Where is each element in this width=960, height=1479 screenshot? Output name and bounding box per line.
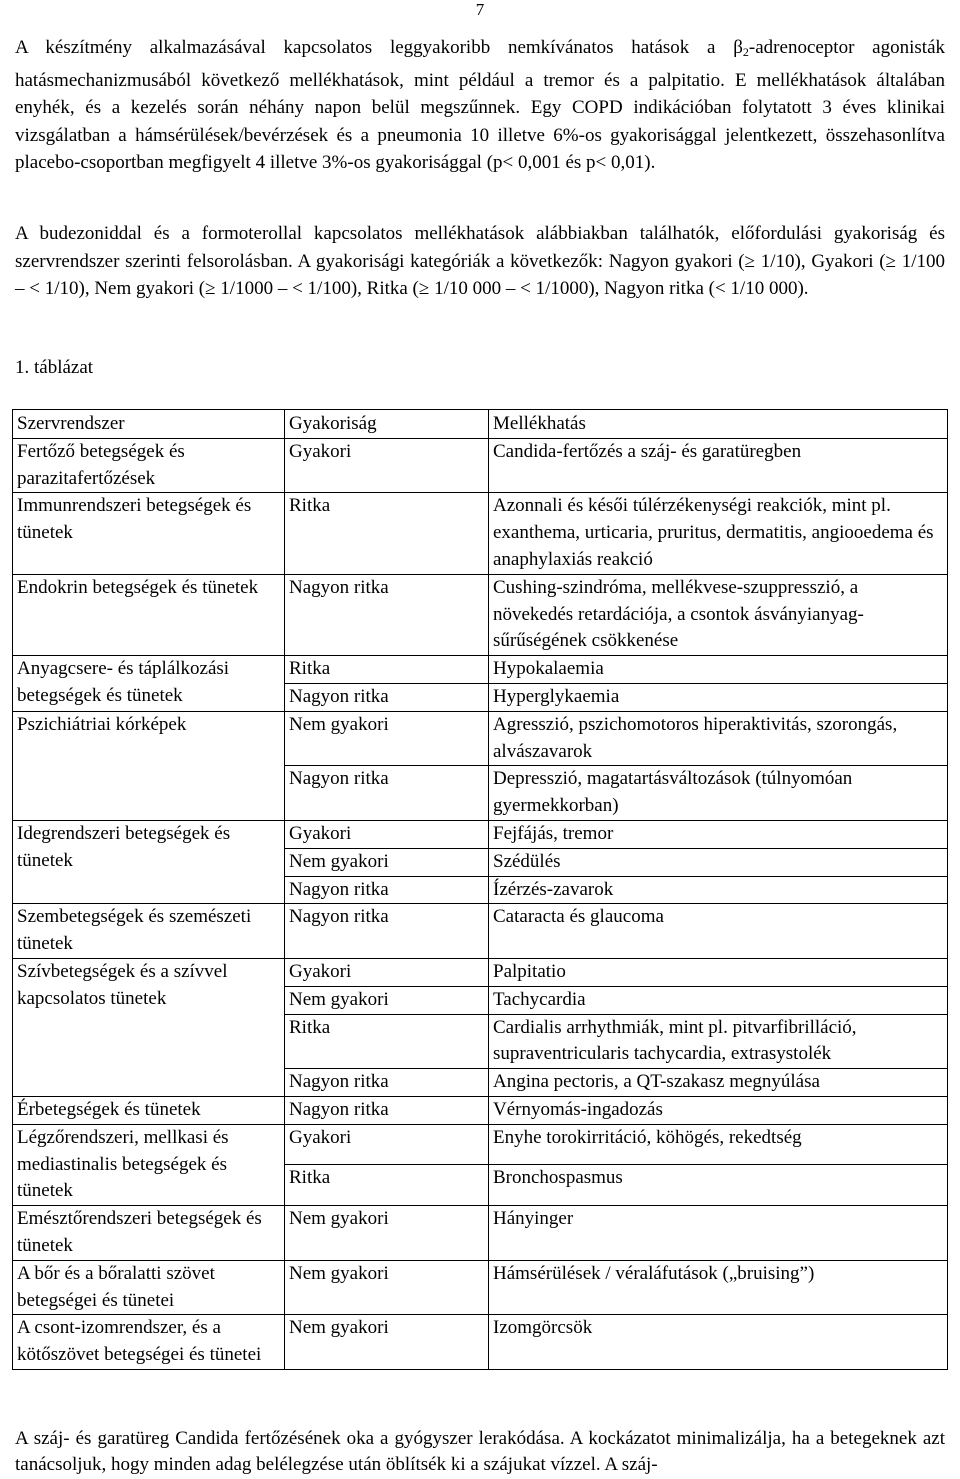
table-body [13, 438, 948, 1369]
frequency-cell: Gyakori [285, 1124, 489, 1165]
organ-system-cell: Emésztőrendszeri betegségek és tünetek [13, 1206, 285, 1261]
frequency-cell: Gyakori [285, 958, 489, 986]
table-caption: 1. táblázat [15, 357, 94, 378]
frequency-cell: Nagyon ritka [285, 766, 489, 821]
organ-system-cell: A csont-izomrendszer, és a kötőszövet betegségei és tünetei [13, 1315, 285, 1370]
table-row [13, 958, 948, 986]
organ-system-cell: Érbetegségek és tünetek [13, 1096, 285, 1124]
header-organ-system: Szervrendszer [13, 410, 285, 439]
table-row [13, 438, 948, 493]
adverse-effect-cell: Palpitatio [489, 958, 948, 986]
table-row [13, 711, 948, 766]
adverse-effect-cell: Hámsérülések / véraláfutások („bruising”) [489, 1260, 948, 1315]
beta-subscript: 2 [742, 45, 749, 59]
adverse-effect-cell: Hányinger [489, 1206, 948, 1261]
frequency-cell: Ritka [285, 493, 489, 574]
frequency-cell: Gyakori [285, 820, 489, 848]
adverse-effect-cell: Angina pectoris, a QT-szakasz megnyúlása [489, 1069, 948, 1097]
frequency-cell: Gyakori [285, 438, 489, 493]
table-row [13, 574, 948, 655]
table-row [13, 1206, 948, 1261]
frequency-cell: Nem gyakori [285, 1206, 489, 1261]
frequency-cell: Nagyon ritka [285, 574, 489, 655]
frequency-cell: Nagyon ritka [285, 876, 489, 904]
organ-system-cell: Pszichiátriai kórképek [13, 711, 285, 820]
frequency-cell: Nagyon ritka [285, 1096, 489, 1124]
header-frequency: Gyakoriság [285, 410, 489, 439]
adverse-effect-cell: Fejfájás, tremor [489, 820, 948, 848]
table-row [13, 1315, 948, 1370]
adverse-effect-cell: Izomgörcsök [489, 1315, 948, 1370]
adverse-effect-cell: Bronchospasmus [489, 1165, 948, 1206]
adverse-effect-cell: Cataracta és glaucoma [489, 904, 948, 959]
frequency-cell: Ritka [285, 1014, 489, 1069]
adverse-effect-cell: Enyhe torokirritáció, köhögés, rekedtség [489, 1124, 948, 1165]
organ-system-cell: Szívbetegségek és a szívvel kapcsolatos tünetek [13, 958, 285, 1096]
adverse-effect-cell: Cardialis arrhythmiák, mint pl. pitvarfibrilláció, supraventricularis tachycardia, extrasystolék [489, 1014, 948, 1069]
page-number: 7 [475, 0, 485, 19]
table-row [13, 820, 948, 848]
table-row [13, 1096, 948, 1124]
organ-system-cell: Endokrin betegségek és tünetek [13, 574, 285, 655]
frequency-cell: Nagyon ritka [285, 1069, 489, 1097]
organ-system-cell: Légzőrendszeri, mellkasi és mediastinalis betegségek és tünetek [13, 1124, 285, 1205]
table-row [13, 904, 948, 959]
frequency-cell: Nagyon ritka [285, 683, 489, 711]
adverse-effect-cell: Vérnyomás-ingadozás [489, 1096, 948, 1124]
table-header-row [13, 410, 948, 439]
table-row [13, 493, 948, 574]
adverse-reactions-table [12, 409, 948, 1370]
table-row [13, 1260, 948, 1315]
frequency-cell: Nem gyakori [285, 711, 489, 766]
frequency-cell: Nem gyakori [285, 848, 489, 876]
table-row [13, 1124, 948, 1165]
header-adverse-effect: Mellékhatás [489, 410, 948, 439]
organ-system-cell: Szembetegségek és szemészeti tünetek [13, 904, 285, 959]
adverse-effect-cell: Azonnali és késői túlérzékenységi reakciók, mint pl. exanthema, urticaria, pruritus, dermatitis, angiooedema és anaphylaxiás reakció [489, 493, 948, 574]
frequency-cell: Nem gyakori [285, 986, 489, 1014]
adverse-effect-cell: Tachycardia [489, 986, 948, 1014]
organ-system-cell: A bőr és a bőralatti szövet betegségei és tünetei [13, 1260, 285, 1315]
intro-text-2: -adrenoceptor agonisták hatásmechanizmusából következő mellékhatások, mint például a tremor és a palpitatio. E mellékhatások általában enyhék, és a kezelés során néhány napon belül megszűnnek. Egy COPD indikációban folytatott 3 éves klinikai vizsgálatban a hámsérülések/bevérzések és a pneumonia 10 illetve 6%-os gyakorisággal jelentkezett, összehasonlítva placebo-csoportban megfigyelt 4 illetve 3%-os gyakorisággal (p< 0,001 és p< 0,01). [15, 37, 945, 173]
organ-system-cell: Anyagcsere- és táplálkozási betegségek és tünetek [13, 656, 285, 712]
adverse-effect-cell: Candida-fertőzés a száj- és garatüregben [489, 438, 948, 493]
organ-system-cell: Idegrendszeri betegségek és tünetek [13, 820, 285, 903]
frequency-cell: Nagyon ritka [285, 904, 489, 959]
adverse-effect-cell: Depresszió, magatartásváltozások (túlnyomóan gyermekkorban) [489, 766, 948, 821]
adverse-effect-cell: Cushing-szindróma, mellékvese-szuppresszió, a növekedés retardációja, a csontok ásványianyag-sűrűségének csökkenése [489, 574, 948, 655]
intro-paragraph [15, 34, 945, 177]
frequency-cell: Ritka [285, 1165, 489, 1206]
intro-text-1: A készítmény alkalmazásával kapcsolatos leggyakoribb nemkívánatos hatások a β [15, 37, 743, 58]
adverse-effect-cell: Hyperglykaemia [489, 683, 948, 711]
table-row [13, 656, 948, 684]
adverse-effect-cell: Hypokalaemia [489, 656, 948, 684]
adverse-effect-cell: Szédülés [489, 848, 948, 876]
frequency-paragraph: A budezoniddal és a formoterollal kapcsolatos mellékhatások alábbiakban találhatók, előfordulási gyakoriság és szervrendszer szerinti felsorolásban. A gyakorisági kategóriák a következők: Nagyon gyakori (≥ 1/10), Gyakori (≥ 1/100 – < 1/10), Nem gyakori (≥ 1/1000 – < 1/100), Ritka (≥ 1/10 000 – < 1/1000), Nagyon ritka (< 1/10 000). [15, 223, 945, 299]
frequency-cell: Nem gyakori [285, 1315, 489, 1370]
adverse-effect-cell: Ízérzés-zavarok [489, 876, 948, 904]
adverse-effect-cell: Agresszió, pszichomotoros hiperaktivitás, szorongás, alvászavarok [489, 711, 948, 766]
frequency-cell: Ritka [285, 656, 489, 684]
bottom-paragraph: A száj- és garatüreg Candida fertőzésének oka a gyógyszer lerakódása. A kockázatot minimalizálja, ha a betegeknek azt tanácsoljuk, hogy minden adag belélegzése után öblítsék ki a szájukat vízzel. A száj- [15, 1428, 945, 1475]
organ-system-cell: Fertőző betegségek és parazitafertőzések [13, 438, 285, 493]
frequency-cell: Nem gyakori [285, 1260, 489, 1315]
organ-system-cell: Immunrendszeri betegségek és tünetek [13, 493, 285, 574]
